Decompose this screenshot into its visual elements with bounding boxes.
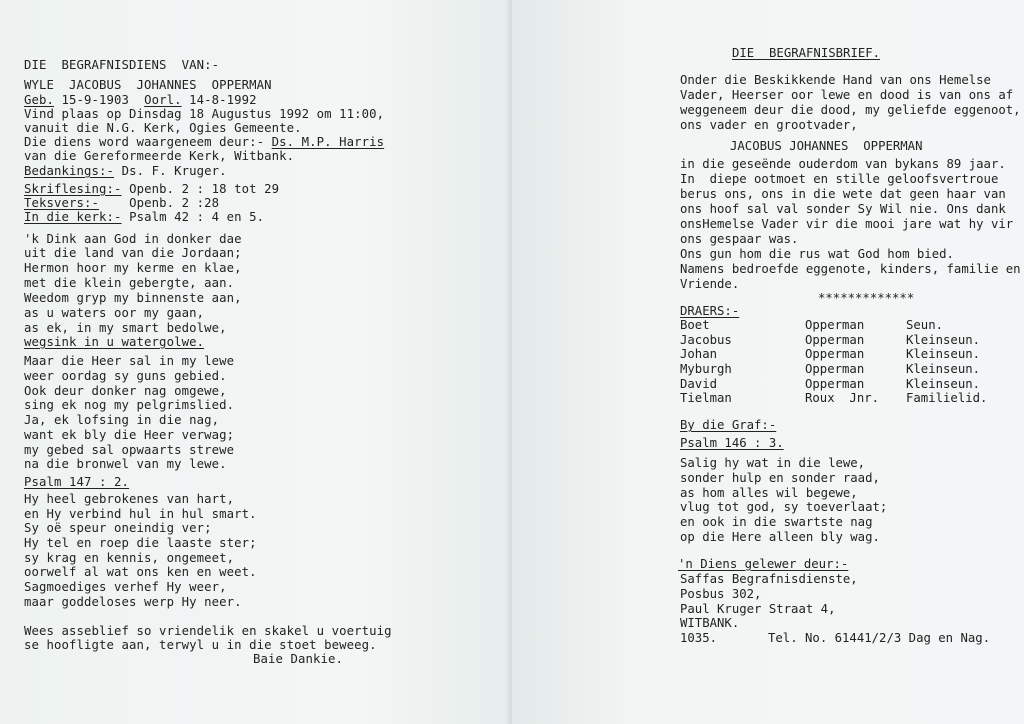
verse-line: sy krag en kennis, ongemeet, [24, 551, 235, 565]
stars-divider: ************* [818, 291, 915, 305]
died-date: 14-8-1992 [189, 93, 257, 107]
bearer-relation: Kleinseun. [906, 362, 981, 376]
closing-thanks: Baie Dankie. [253, 652, 344, 666]
bearer-surname: Opperman [805, 347, 865, 361]
letter-title: DIE BEGRAFNISBRIEF. [732, 46, 881, 60]
letter-line: Ons gun hom die rus wat God hom bied. [680, 247, 954, 261]
letter-line: Vriende. [680, 277, 740, 291]
verse-line: Salig hy wat in die lewe, [680, 456, 866, 470]
bearer-surname: Opperman [805, 333, 865, 347]
bearer-relation: Familielid. [906, 391, 988, 405]
in-church-line [24, 210, 264, 224]
psalm-146-label: Psalm 146 : 3. [680, 436, 784, 450]
letter-line: In diepe ootmoet en stille geloofsvertroue [680, 172, 999, 186]
in-church-value: Psalm 42 : 4 en 5. [129, 210, 265, 224]
born-label: Geb. [24, 93, 55, 107]
thanks-label: Bedankings:- [24, 164, 115, 178]
thanks-value: Ds. F. Kruger. [121, 164, 227, 178]
address-line: Saffas Begrafnisdienste, [680, 572, 858, 586]
verse-line: Maar die Heer sal in my lewe [24, 354, 235, 368]
bearer-surname: Opperman [805, 318, 865, 332]
bearer-relation: Kleinseun. [906, 333, 981, 347]
letter-line: onsHemelse Vader vir die mooi jare wat hy vir [680, 217, 1014, 231]
address-line: Posbus 302, [680, 587, 762, 601]
bearer-surname: Opperman [805, 377, 865, 391]
dates-line [24, 93, 257, 107]
reading-label: Skriflesing:- [24, 182, 122, 196]
verse-line: sing ek nog my pelgrimslied. [24, 398, 235, 412]
verse-line: en Hy verbind hul in hul smart. [24, 507, 257, 521]
letter-line: Namens bedroefde eggenote, kinders, familie en [680, 262, 1021, 276]
text-label: Teksvers:- [24, 196, 100, 210]
verse-line: 'k Dink aan God in donker dae [24, 232, 242, 246]
psalm-147-label: Psalm 147 : 2. [24, 475, 130, 489]
verse-line: as u waters oor my gaan, [24, 306, 205, 320]
bearer-first: Jacobus [680, 333, 732, 347]
officiant-line [24, 135, 384, 149]
bearer-relation: Kleinseun. [906, 347, 981, 361]
verse-line: Sagmoediges verhef Hy weer, [24, 580, 227, 594]
bearer-first: Johan [680, 347, 718, 361]
verse-line: en ook in die swartste nag [680, 515, 873, 529]
born-date: 15-9-1903 [61, 93, 130, 107]
verse-line: na die bronwel van my lewe. [24, 457, 227, 471]
left-page [0, 0, 510, 724]
deceased-name: WYLE JACOBUS JOHANNES OPPERMAN [24, 78, 272, 92]
letter-line: ons gespaar was. [680, 232, 799, 246]
service-title: DIE BEGRAFNISDIENS VAN:- [24, 58, 220, 72]
service-venue: vanuit die N.G. Kerk, Ogies Gemeente. [24, 121, 302, 135]
postcode: 1035. [680, 631, 718, 645]
bearer-relation: Seun. [906, 318, 944, 332]
verse-line: as ek, in my smart bedolwe, [24, 321, 227, 335]
text-value: Openb. 2 :28 [129, 196, 220, 210]
verse-line: Weedom gryp my binnenste aan, [24, 291, 242, 305]
address-line: Paul Kruger Straat 4, [680, 602, 836, 616]
verse-line: uit die land van die Jordaan; [24, 246, 242, 260]
letter-line: Vader, Heerser oor lewe en dood is van ons af [680, 88, 1014, 102]
verse-line: wegsink in u watergolwe. [24, 335, 205, 349]
closing-line-1: Wees asseblief so vriendelik en skakel u voertuig [24, 624, 392, 638]
verse-line: met die klein gebergte, aan. [24, 276, 235, 290]
service-date: Vind plaas op Dinsdag 18 Augustus 1992 om 11:00, [24, 107, 385, 121]
minister-name: Ds. M.P. Harris [271, 135, 385, 149]
bearers-label: DRAERS:- [680, 304, 740, 318]
verse-line: Sy oë speur oneindig ver; [24, 521, 212, 535]
verse-line: sonder hulp en sonder raad, [680, 471, 880, 485]
bearer-relation: Kleinseun. [906, 377, 981, 391]
closing-line-2: se hoofligte aan, terwyl u in die stoet beweeg. [24, 638, 377, 652]
reading-line [24, 182, 279, 196]
verse-line: want ek bly die Heer verwag; [24, 428, 235, 442]
address-line: WITBANK. [680, 616, 740, 630]
verse-line: Hy heel gebrokenes van hart, [24, 492, 235, 506]
died-label: Oorl. [144, 93, 182, 107]
verse-line: vlug tot god, sy toeverlaat; [680, 500, 888, 514]
text-line [24, 196, 219, 210]
verse-line: oorwelf al wat ons ken en weet. [24, 565, 257, 579]
verse-line: Ook deur donker nag omgewe, [24, 384, 227, 398]
verse-line: Hy tel en roep die laaste ster; [24, 536, 257, 550]
grave-label: By die Graf:- [680, 418, 777, 432]
thanks-line [24, 164, 227, 178]
verse-line: maar goddeloses werp Hy neer. [24, 595, 242, 609]
bearer-first: Tielman [680, 391, 732, 405]
reading-value: Openb. 2 : 18 tot 29 [129, 182, 280, 196]
verse-line: Hermon hoor my kerme en klae, [24, 261, 242, 275]
phone-number: Tel. No. 61441/2/3 Dag en Nag. [768, 631, 991, 645]
verse-line: as hom alles wil begewe, [680, 486, 858, 500]
verse-line: weer oordag sy guns gebied. [24, 369, 227, 383]
in-church-label: In die kerk:- [24, 210, 122, 224]
officiant-prefix: Die diens word waargeneem deur:- [24, 135, 265, 149]
verse-line: my gebed sal opwaarts strewe [24, 443, 235, 457]
letter-line: ons vader en grootvader, [680, 118, 858, 132]
letter-line: Onder die Beskikkende Hand van ons Hemelse [680, 73, 991, 87]
bearer-first: Boet [680, 318, 710, 332]
letter-line: in die geseënde ouderdom van bykans 89 jaar. [680, 157, 1006, 171]
letter-line: weggeneem deur die dood, my geliefde eggenoot, [680, 103, 1021, 117]
bearer-first: Myburgh [680, 362, 732, 376]
right-page [512, 0, 1024, 724]
letter-line: ons hoof sal val sonder Sy Wil nie. Ons dank [680, 202, 1006, 216]
letter-deceased-name: JACOBUS JOHANNES OPPERMAN [730, 139, 923, 153]
service-by-label: 'n Diens gelewer deur:- [678, 557, 849, 571]
verse-line: op die Here alleen bly wag. [680, 530, 880, 544]
verse-line: Ja, ek lofsing in die nag, [24, 413, 220, 427]
church-line: van die Gereformeerde Kerk, Witbank. [24, 149, 295, 163]
bearer-first: David [680, 377, 718, 391]
bearer-surname: Opperman [805, 362, 865, 376]
letter-line: berus ons, ons in die wete dat geen haar van [680, 187, 1006, 201]
bearer-surname: Roux Jnr. [805, 391, 880, 405]
